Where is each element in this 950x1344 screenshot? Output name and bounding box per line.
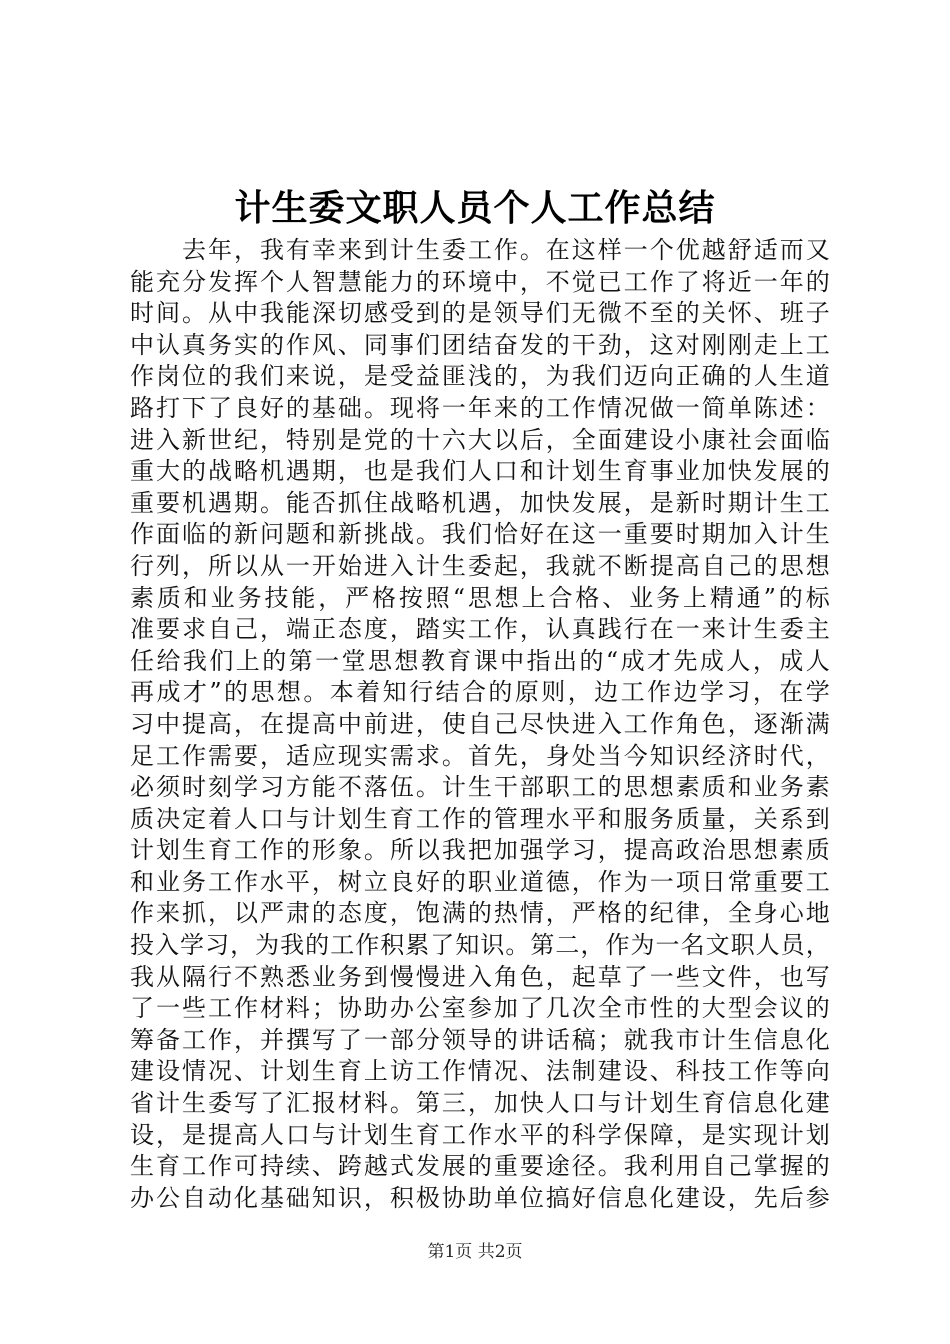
body-line: 设，是提高人口与计划生育工作水平的科学保障，是实现计划 [130,1120,830,1149]
body-line: 我从隔行不熟悉业务到慢慢进入角色，起草了一些文件，也写 [130,962,830,991]
body-line: 足工作需要，适应现实需求。首先，身处当今知识经济时代， [130,741,830,770]
body-line: 再成才”的思想。本着知行结合的原则，边工作边学习，在学 [130,678,830,707]
body-line: 投入学习，为我的工作积累了知识。第二，作为一名文职人员， [130,931,830,960]
body-line: 任给我们上的第一堂思想教育课中指出的“成才先成人，成人 [130,646,830,675]
body-line: 路打下了良好的基础。现将一年来的工作情况做一简单陈述： [130,393,830,422]
body-line: 筹备工作，并撰写了一部分领导的讲话稿；就我市计生信息化 [130,1025,830,1054]
body-line: 建设情况、计划生育上访工作情况、法制建设、科技工作等向 [130,1057,830,1086]
page-footer: 第1页 共2页 [427,1242,523,1262]
body-line: 习中提高，在提高中前进，使自己尽快进入工作角色，逐渐满 [130,709,830,738]
document-title: 计生委文职人员个人工作总结 [234,187,716,229]
body-line: 中认真务实的作风、同事们团结奋发的干劲，这对刚刚走上工 [130,330,830,359]
body-line: 计划生育工作的形象。所以我把加强学习，提高政治思想素质 [130,836,830,865]
body-line: 行列，所以从一开始进入计生委起，我就不断提高自己的思想 [130,551,830,580]
body-line: 作面临的新问题和新挑战。我们恰好在这一重要时期加入计生 [130,520,830,549]
body-line: 作岗位的我们来说，是受益匪浅的，为我们迈向正确的人生道 [130,362,830,391]
body-line: 准要求自己，端正态度，踏实工作，认真践行在一来计生委主 [130,615,830,644]
body-line: 进入新世纪，特别是党的十六大以后，全面建设小康社会面临 [130,425,830,454]
body-line: 能充分发挥个人智慧能力的环境中，不觉已工作了将近一年的 [130,267,830,296]
body-line: 重大的战略机遇期，也是我们人口和计划生育事业加快发展的 [130,457,830,486]
document-body [130,235,830,1214]
body-line: 时间。从中我能深切感受到的是领导们无微不至的关怀、班子 [130,299,830,328]
body-line: 生育工作可持续、跨越式发展的重要途径。我利用自己掌握的 [130,1152,830,1181]
body-line: 办公自动化基础知识，积极协助单位搞好信息化建设，先后参 [130,1183,830,1212]
body-line: 去年，我有幸来到计生委工作。在这样一个优越舒适而又 [130,236,830,264]
body-line: 必须时刻学习方能不落伍。计生干部职工的思想素质和业务素 [130,773,830,802]
body-line: 了一些工作材料；协助办公室参加了几次全市性的大型会议的 [130,994,830,1023]
body-line: 重要机遇期。能否抓住战略机遇，加快发展，是新时期计生工 [130,488,830,517]
body-line: 省计生委写了汇报材料。第三，加快人口与计划生育信息化建 [130,1089,830,1118]
body-line: 素质和业务技能，严格按照“思想上合格、业务上精通”的标 [130,583,830,612]
body-line: 作来抓，以严肃的态度，饱满的热情，严格的纪律，全身心地 [130,899,830,928]
body-line: 和业务工作水平，树立良好的职业道德，作为一项日常重要工 [130,867,830,896]
body-line: 质决定着人口与计划生育工作的管理水平和服务质量，关系到 [130,804,830,833]
